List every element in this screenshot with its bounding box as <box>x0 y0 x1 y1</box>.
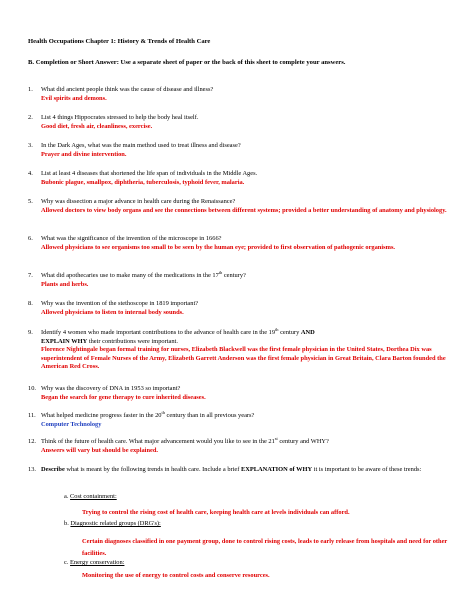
ordinal-suffix: th <box>275 326 279 332</box>
trend-item-cost-containment <box>64 493 458 517</box>
question-number: 7. <box>28 272 33 279</box>
question-5 <box>28 198 458 215</box>
question-text: List at least 4 diseases that shortened the life span of individuals in the Middle Ages. <box>41 170 258 177</box>
trend-answer: Trying to control the rising cost of health care, keeping health care at levels individuals can afford. <box>82 508 350 516</box>
answer-text: Evil spirits and demons. <box>41 94 107 102</box>
answer-text: Prayer and divine intervention. <box>41 150 127 158</box>
question-text-mid: century <box>278 329 301 336</box>
question-number: 12. <box>28 438 36 445</box>
trend-label: Energy conservation: <box>70 559 125 566</box>
question-6 <box>28 235 458 252</box>
question-number: 1. <box>28 86 33 93</box>
question-text: What did ancient people think was the cause of disease and illness? <box>41 86 214 93</box>
trend-label: Cost containment: <box>70 493 117 500</box>
answer-text: Computer Technology <box>41 420 102 428</box>
question-text: What did apothecaries use to make many of the medications in the 17 <box>41 272 219 279</box>
question-3 <box>28 142 458 159</box>
question-number: 11. <box>28 412 36 419</box>
question-number: 13. <box>28 466 36 473</box>
question-4 <box>28 170 458 187</box>
question-7 <box>28 269 458 289</box>
question-number: 4. <box>28 170 33 177</box>
question-number: 9. <box>28 329 33 336</box>
question-text: List 4 things Hippocrates stressed to help the body heal itself. <box>41 114 199 121</box>
emphasis-explanation: EXPLANATION of WHY <box>241 466 313 473</box>
trend-label: Diagnostic related groups (DRG's): <box>70 520 161 527</box>
question-text: Identify 4 women who made important contributions to the advance of health care in the 19 <box>41 329 276 336</box>
question-text: What was the significance of the invention of the microscope in 1666? <box>41 235 222 242</box>
answer-text: Allowed physicians to listen to internal body sounds. <box>41 308 184 316</box>
question-text-end: it is important to be aware of these trends: <box>312 466 422 473</box>
question-number: 10. <box>28 385 36 392</box>
answer-text: Good diet, fresh air, cleanliness, exercise. <box>41 122 153 130</box>
question-text-end: century than in all previous years? <box>164 412 255 419</box>
question-8 <box>28 300 458 317</box>
trend-item-drg <box>64 520 458 560</box>
trend-answer: Certain diagnoses classified in one payment group, done to control rising costs, leads to early release from hospitals and need for other facilities. <box>82 537 448 557</box>
question-9 <box>28 326 458 372</box>
emphasis-and: AND <box>300 329 315 336</box>
question-number: 5. <box>28 198 33 205</box>
question-12 <box>28 435 458 455</box>
worksheet-title: Health Occupations Chapter 1: History & Trends of Health Care <box>28 38 211 45</box>
answer-text: Allowed doctors to view body organs and see the connections between different systems; provided a better understanding of anatomy and physiology. <box>41 206 447 214</box>
section-instructions: B. Completion or Short Answer: Use a separate sheet of paper or the back of this sheet to complete your answers. <box>28 59 346 66</box>
question-text: What helped medicine progress faster in the 20 <box>41 412 162 419</box>
answer-text: Began the search for gene therapy to cure inherited diseases. <box>41 393 206 401</box>
question-13 <box>28 466 458 475</box>
question-text: Think of the future of health care. What major advancement would you like to see in the 21 <box>41 438 275 445</box>
question-number: 6. <box>28 235 33 242</box>
answer-text: Bubonic plague, smallpox, diphtheria, tuberculosis, typhoid fever, malaria. <box>41 178 245 186</box>
answer-text: Plants and herbs. <box>41 280 89 288</box>
question-text-end: century? <box>222 272 246 279</box>
ordinal-suffix: st <box>274 435 278 441</box>
question-number: 3. <box>28 142 33 149</box>
emphasis-explain-why: EXPLAIN WHY <box>41 337 88 345</box>
question-11 <box>28 409 458 429</box>
ordinal-suffix: th <box>161 409 165 415</box>
question-text-end: century and WHY? <box>277 438 329 445</box>
answer-text: Answers will vary but should be explained. <box>41 446 159 454</box>
question-1 <box>28 86 458 103</box>
trend-letter: a. <box>64 493 69 500</box>
question-text: Why was the discovery of DNA in 1953 so important? <box>41 385 181 392</box>
emphasis-describe: Describe <box>41 466 65 473</box>
trend-item-energy <box>64 559 458 580</box>
trend-letter: b. <box>64 520 69 527</box>
question-text: Why was dissection a major advance in health care during the Renaissance? <box>41 198 236 205</box>
question-text: In the Dark Ages, what was the main method used to treat illness and disease? <box>41 142 241 149</box>
ordinal-suffix: th <box>218 269 223 275</box>
question-text: Why was the invention of the stethoscope in 1819 important? <box>41 300 199 307</box>
question-number: 8. <box>28 300 33 307</box>
trend-answer: Monitoring the use of energy to control costs and conserve resources. <box>82 571 270 579</box>
answer-text: Florence Nightingale began formal training for nurses, Elizabeth Blackwell was the first female physician in the United States, Dorthea Dix was superintendent of Female Nurses of the Army, Elizabeth Garrett Anderson was the first female physician in Great Britain, Clara Barton founded the American Red Cross. <box>41 346 446 370</box>
question-2 <box>28 114 458 131</box>
question-number: 2. <box>28 114 33 121</box>
question-10 <box>28 385 458 402</box>
answer-text: Allowed physicians to see organisms too small to be seen by the human eye; provided to first observation of pathogenic organisms. <box>41 243 396 251</box>
question-text: what is meant by the following trends in health care. Include a brief <box>64 466 241 473</box>
trend-letter: c. <box>64 559 69 566</box>
question-text-end: their contributions were important. <box>87 337 178 345</box>
